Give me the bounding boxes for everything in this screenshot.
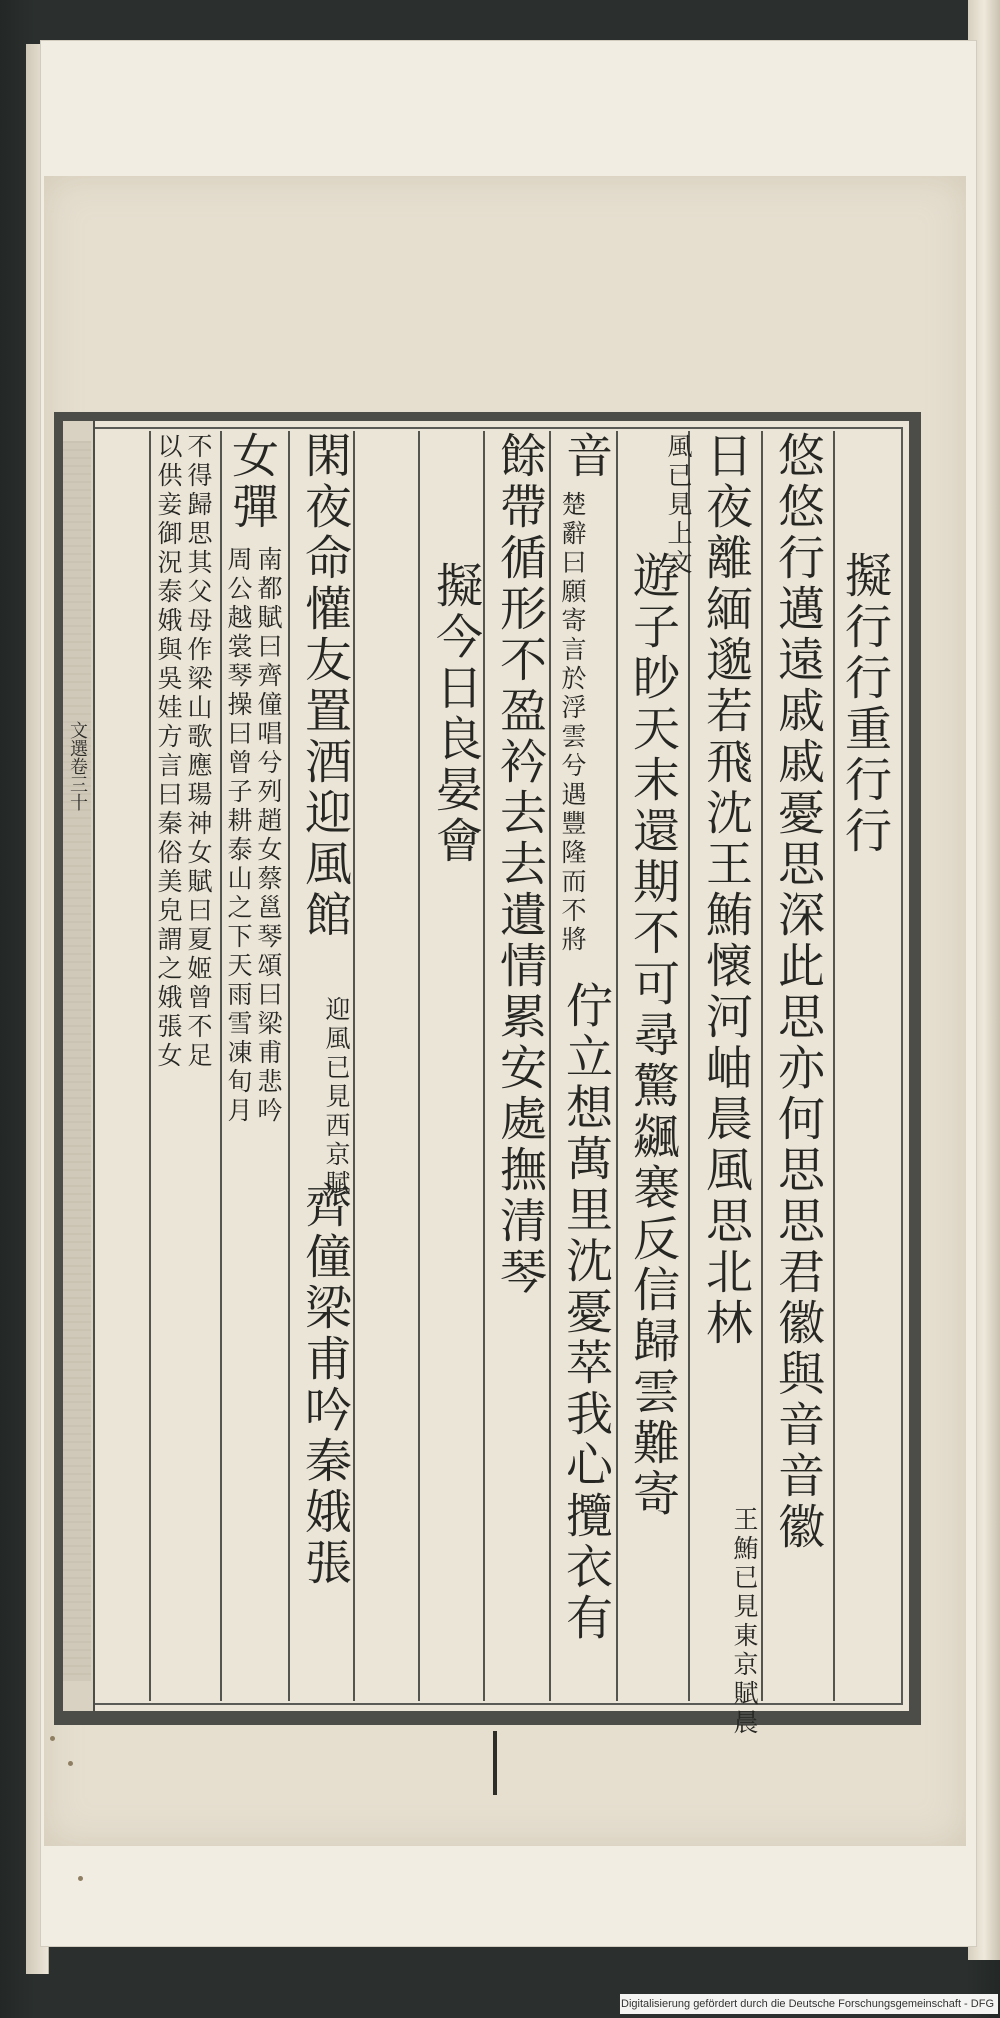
fold-shading xyxy=(63,441,91,1681)
book-page xyxy=(44,176,966,1846)
commentary-note: 風已見上文 xyxy=(664,433,693,578)
column-rule xyxy=(549,431,551,1701)
volume-marker: 文選卷三十 xyxy=(67,721,88,811)
verse-line: 女彈 xyxy=(224,431,279,533)
poem-title: 擬今日良晏會 xyxy=(428,561,483,867)
commentary-note: 以供妾御況泰娥與吳娃方言曰秦俗美皃謂之娥張女 xyxy=(154,433,183,1071)
verse-line: 佇立想萬里沈憂萃我心攬衣有 xyxy=(558,981,613,1644)
commentary-note: 楚辭曰願寄言於浮雲兮遇豐隆而不將 xyxy=(558,491,587,955)
verse-line: 悠悠行邁遠戚戚憂思深此思亦何思思君徽與音音徽 xyxy=(770,431,825,1553)
commentary-note: 周公越裳琴操曰曾子耕泰山之下天雨雪凍旬月 xyxy=(224,546,253,1126)
column-rule xyxy=(149,431,151,1701)
commentary-note: 王鮪已見東京賦晨 xyxy=(730,1506,759,1738)
column-rule xyxy=(616,431,618,1701)
verse-line: 日夜離緬邈若飛沈王鮪懷河岫晨風思北林 xyxy=(698,431,753,1349)
column-rule xyxy=(483,431,485,1701)
commentary-note: 不得歸思其父母作梁山歌應瑒神女賦曰夏姬曾不足 xyxy=(184,433,213,1071)
stain-dot xyxy=(50,1736,55,1741)
column-rule xyxy=(688,431,690,1701)
column-end-mark xyxy=(493,1731,497,1795)
verse-line: 閑夜命懽友置酒迎風館 xyxy=(297,431,352,941)
verse-line: 音 xyxy=(558,431,613,482)
commentary-note: 南都賦曰齊僮唱兮列趙女蔡邕琴頌曰梁甫悲吟 xyxy=(254,546,283,1126)
center-fold-margin xyxy=(63,421,95,1711)
verse-line: 齊僮梁甫吟秦娥張 xyxy=(297,1181,352,1589)
column-rule xyxy=(220,431,222,1701)
column-rule xyxy=(418,431,420,1701)
column-rule xyxy=(353,431,355,1701)
printed-frame xyxy=(54,412,921,1738)
commentary-note: 迎風已見西京賦 xyxy=(322,996,351,1199)
verse-line: 遊子眇天末還期不可尋驚飊褰反信歸雲難寄 xyxy=(625,551,680,1520)
column-rule xyxy=(833,431,835,1701)
column-rule xyxy=(761,431,763,1701)
digitization-credit: Digitalisierung gefördert durch die Deutsche Forschungsgemeinschaft - DFG xyxy=(620,1994,998,2014)
verse-line: 餘帶循形不盈衿去去遺情累安處撫清琴 xyxy=(492,431,547,1298)
poem-title: 擬行行重行行 xyxy=(837,551,892,857)
stain-dot xyxy=(68,1761,73,1766)
stain-dot xyxy=(78,1876,83,1881)
column-rule xyxy=(288,431,290,1701)
